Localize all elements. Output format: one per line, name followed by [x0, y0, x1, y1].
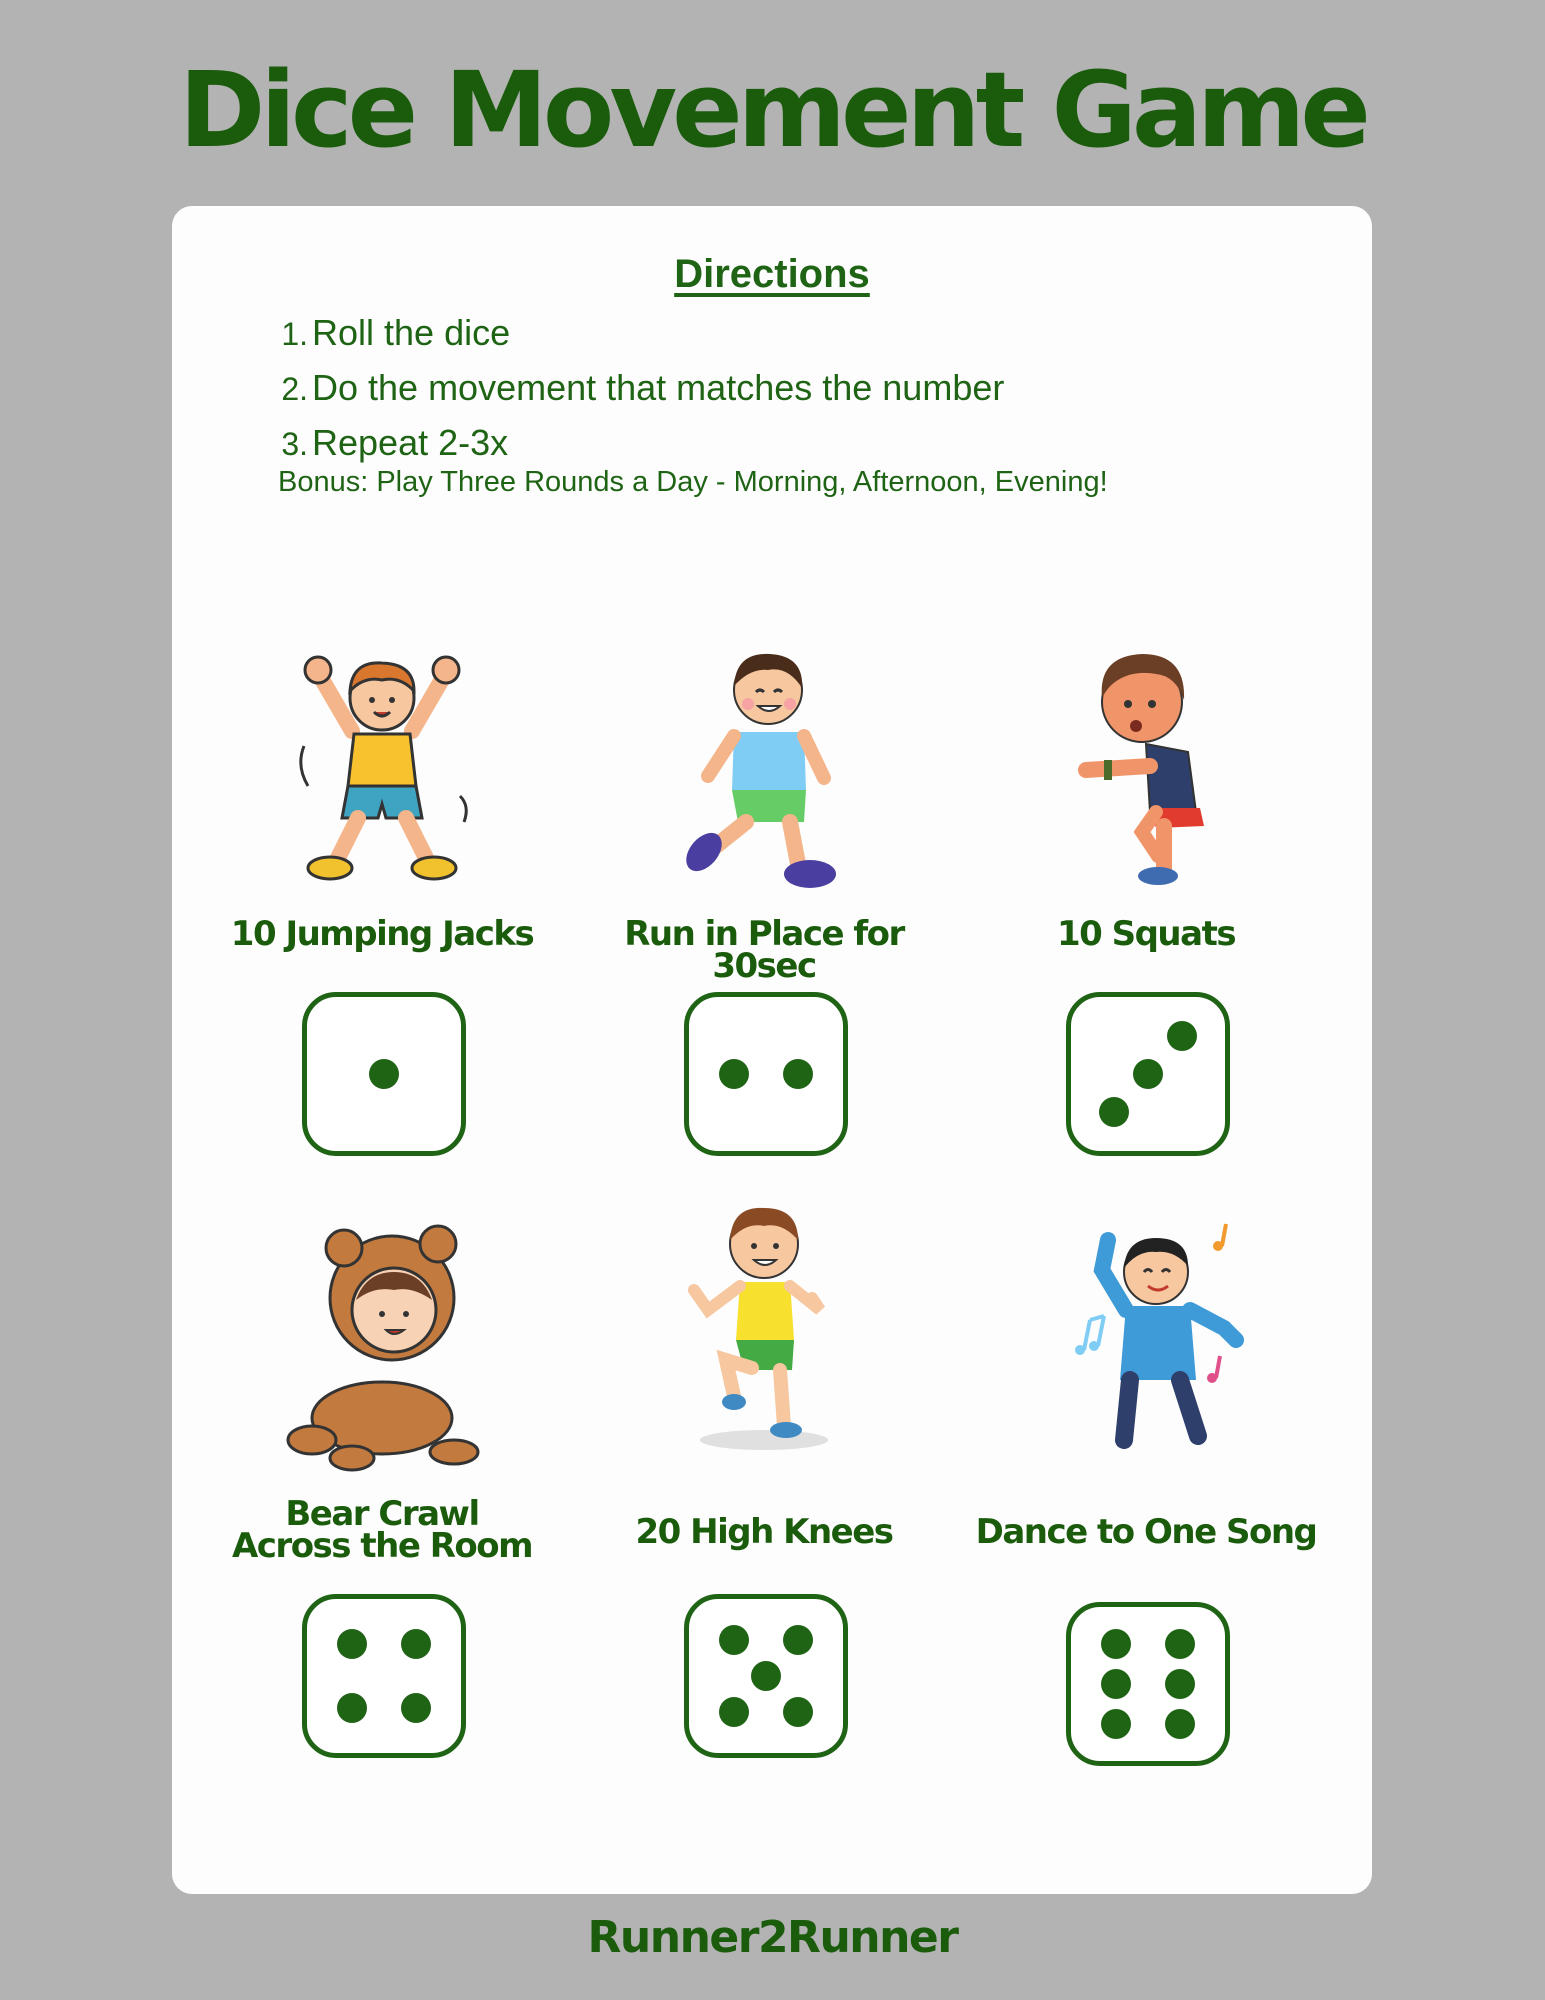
directions-list — [276, 306, 1004, 471]
die-pip — [719, 1059, 749, 1089]
die-pip — [719, 1697, 749, 1727]
step-number: 3. — [281, 426, 308, 462]
step-number: 1. — [281, 316, 308, 352]
die-pip — [337, 1629, 367, 1659]
die-pip — [1101, 1669, 1131, 1699]
high-knees-kid-illustration — [664, 1190, 864, 1450]
direction-step — [276, 361, 1004, 416]
directions-heading: Directions — [674, 252, 870, 296]
footer-brand: Runner2Runner — [587, 1912, 958, 1963]
movement-label: Bear Crawl Across the Room — [231, 1494, 533, 1566]
movement-label: 20 High Knees — [635, 1512, 893, 1552]
page-title: Dice Movement Game — [179, 49, 1366, 171]
die-pip — [1101, 1629, 1131, 1659]
movement-label: Run in Place for 30sec — [624, 914, 904, 986]
die-face-1 — [302, 992, 466, 1156]
die-pip — [1101, 1709, 1131, 1739]
die-face-2 — [684, 992, 848, 1156]
jumping-jacks-kid-illustration — [282, 636, 482, 896]
die-pip — [783, 1059, 813, 1089]
step-number: 2. — [281, 371, 308, 407]
movement-label: 10 Squats — [1056, 914, 1236, 954]
die-face-4 — [302, 1594, 466, 1758]
die-pip — [751, 1661, 781, 1691]
die-pip — [719, 1625, 749, 1655]
die-pip — [1099, 1097, 1129, 1127]
die-pip — [1133, 1059, 1163, 1089]
step-text: Roll the dice — [312, 312, 511, 353]
die-pip — [369, 1059, 399, 1089]
running-kid-illustration — [664, 636, 864, 896]
direction-step — [276, 416, 1004, 471]
step-text: Repeat 2-3x — [312, 422, 509, 463]
die-pip — [783, 1697, 813, 1727]
dancing-kid-illustration — [1046, 1210, 1246, 1470]
die-pip — [1165, 1709, 1195, 1739]
game-card — [172, 206, 1372, 1894]
bonus-note: Bonus: Play Three Rounds a Day - Morning, Afternoon, Evening! — [278, 466, 1108, 498]
die-pip — [401, 1629, 431, 1659]
die-face-6 — [1066, 1602, 1230, 1766]
die-pip — [783, 1625, 813, 1655]
die-face-3 — [1066, 992, 1230, 1156]
step-text: Do the movement that matches the number — [312, 367, 1005, 408]
movement-label: 10 Jumping Jacks — [230, 914, 534, 954]
die-pip — [1167, 1021, 1197, 1051]
bear-costume-kid-illustration — [282, 1220, 482, 1480]
die-face-5 — [684, 1594, 848, 1758]
die-pip — [1165, 1629, 1195, 1659]
squatting-kid-illustration — [1046, 636, 1246, 896]
die-pip — [401, 1693, 431, 1723]
direction-step — [276, 306, 1004, 361]
die-pip — [1165, 1669, 1195, 1699]
movement-label: Dance to One Song — [975, 1512, 1317, 1552]
die-pip — [337, 1693, 367, 1723]
